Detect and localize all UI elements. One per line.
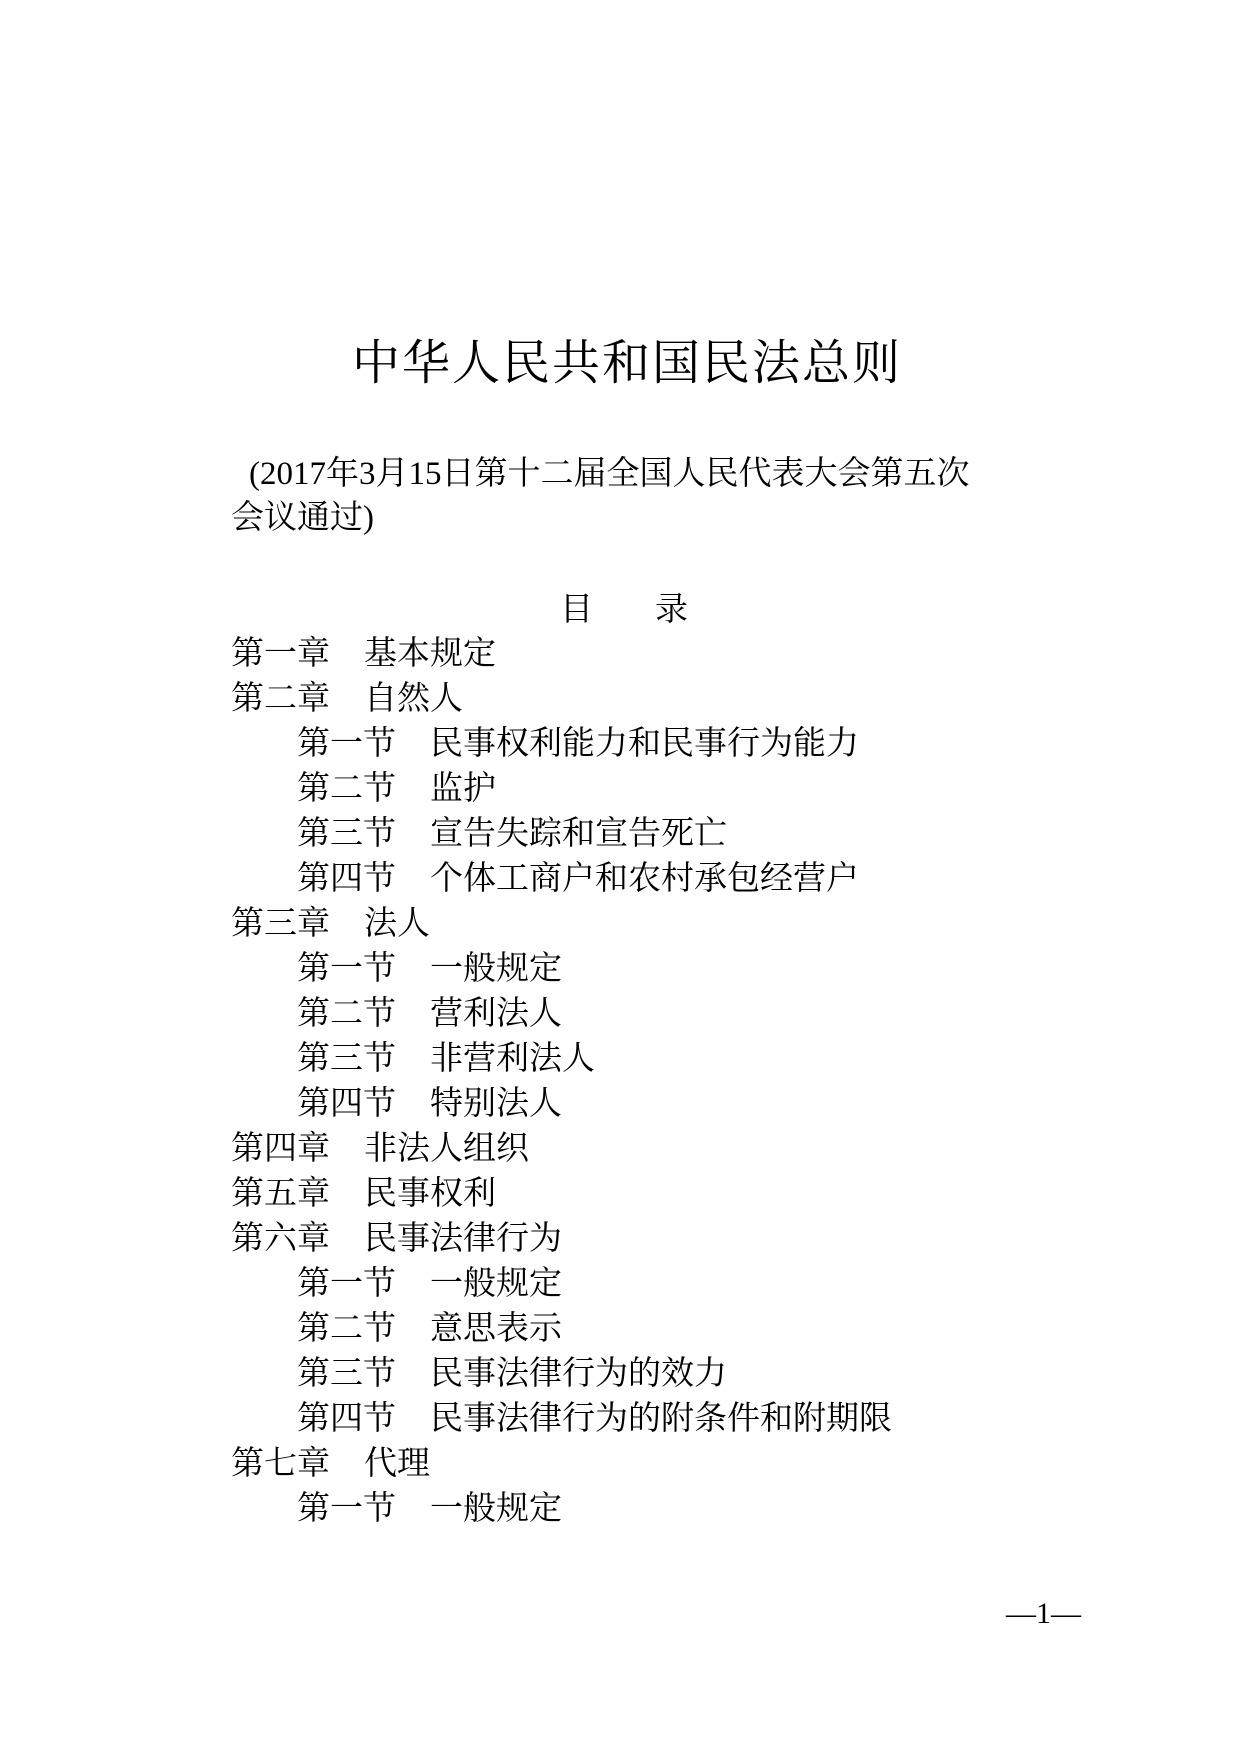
toc-entry-number: 第二节 — [297, 996, 396, 1032]
toc-entry-section — [231, 812, 892, 857]
toc-entry-title: 营利法人 — [430, 996, 562, 1032]
toc-entry-number: 第三章 — [231, 906, 330, 942]
toc-entry-section — [231, 1307, 892, 1352]
toc-entry-chapter — [231, 1442, 892, 1487]
page-number: —1— — [1006, 1597, 1081, 1630]
toc-entry-title: 民事法律行为的附条件和附期限 — [430, 1401, 892, 1437]
toc-entry-section — [231, 767, 892, 812]
toc-entry-section — [231, 857, 892, 902]
toc-entry-number: 第七章 — [231, 1446, 330, 1482]
toc-entry-section — [231, 722, 892, 767]
toc-entry-title: 宣告失踪和宣告死亡 — [430, 816, 727, 852]
toc-entry-section — [231, 1037, 892, 1082]
toc-entry-number: 第四节 — [297, 1401, 396, 1437]
toc-entry-number: 第一节 — [297, 1266, 396, 1302]
toc-entry-number: 第二章 — [231, 681, 330, 717]
adoption-note-line-1: (2017年3月15日第十二届全国人民代表大会第五次 — [249, 456, 970, 492]
toc-entry-title: 一般规定 — [430, 951, 562, 987]
toc-entry-title: 非营利法人 — [430, 1041, 595, 1077]
toc-entry-title: 监护 — [430, 771, 496, 807]
toc-entry-number: 第四节 — [297, 861, 396, 897]
toc-entry-title: 民事权利能力和民事行为能力 — [430, 726, 859, 762]
toc-entry-chapter — [231, 1127, 892, 1172]
toc-entry-title: 意思表示 — [430, 1311, 562, 1347]
toc-entry-number: 第一节 — [297, 951, 396, 987]
toc-entry-number: 第三节 — [297, 1356, 396, 1392]
toc-entry-title: 代理 — [364, 1446, 430, 1482]
toc-entry-number: 第二节 — [297, 1311, 396, 1347]
toc-entry-number: 第四章 — [231, 1131, 330, 1167]
toc-heading-char-1: 目 — [560, 592, 593, 628]
toc-entry-chapter — [231, 1217, 892, 1262]
toc-entry-title: 法人 — [364, 906, 430, 942]
toc-entry-title: 一般规定 — [430, 1491, 562, 1527]
toc-entry-chapter — [231, 632, 892, 677]
toc-heading-char-2: 录 — [655, 592, 688, 628]
toc-entry-title: 基本规定 — [364, 636, 496, 672]
toc-entry-section — [231, 1487, 892, 1532]
toc-entry-number: 第一章 — [231, 636, 330, 672]
toc-entry-title: 一般规定 — [430, 1266, 562, 1302]
toc-entry-number: 第四节 — [297, 1086, 396, 1122]
toc-entry-number: 第五章 — [231, 1176, 330, 1212]
toc-entry-section — [231, 1082, 892, 1127]
toc-entry-number: 第一节 — [297, 726, 396, 762]
toc-entry-number: 第一节 — [297, 1491, 396, 1527]
adoption-note — [231, 452, 1031, 540]
toc-entry-number: 第六章 — [231, 1221, 330, 1257]
toc-entry-section — [231, 992, 892, 1037]
toc-entry-title: 民事法律行为的效力 — [430, 1356, 727, 1392]
toc-entry-section — [231, 947, 892, 992]
toc-entry-section — [231, 1352, 892, 1397]
toc-entry-section — [231, 1397, 892, 1442]
toc-entry-title: 非法人组织 — [364, 1131, 529, 1167]
toc-entry-number: 第三节 — [297, 1041, 396, 1077]
toc-entry-number: 第二节 — [297, 771, 396, 807]
toc-entry-title: 特别法人 — [430, 1086, 562, 1122]
toc-entry-number: 第三节 — [297, 816, 396, 852]
document-title: 中华人民共和国民法总则 — [351, 337, 902, 390]
toc-entry-title: 民事权利 — [364, 1176, 496, 1212]
toc-entry-section — [231, 1262, 892, 1307]
table-of-contents — [231, 632, 892, 1532]
toc-entry-chapter — [231, 902, 892, 947]
toc-entry-title: 自然人 — [364, 681, 463, 717]
toc-entry-title: 民事法律行为 — [364, 1221, 562, 1257]
toc-entry-chapter — [231, 1172, 892, 1217]
toc-entry-chapter — [231, 677, 892, 722]
toc-entry-title: 个体工商户和农村承包经营户 — [430, 861, 859, 897]
adoption-note-line-2: 会议通过) — [231, 500, 374, 536]
toc-heading — [560, 588, 688, 632]
